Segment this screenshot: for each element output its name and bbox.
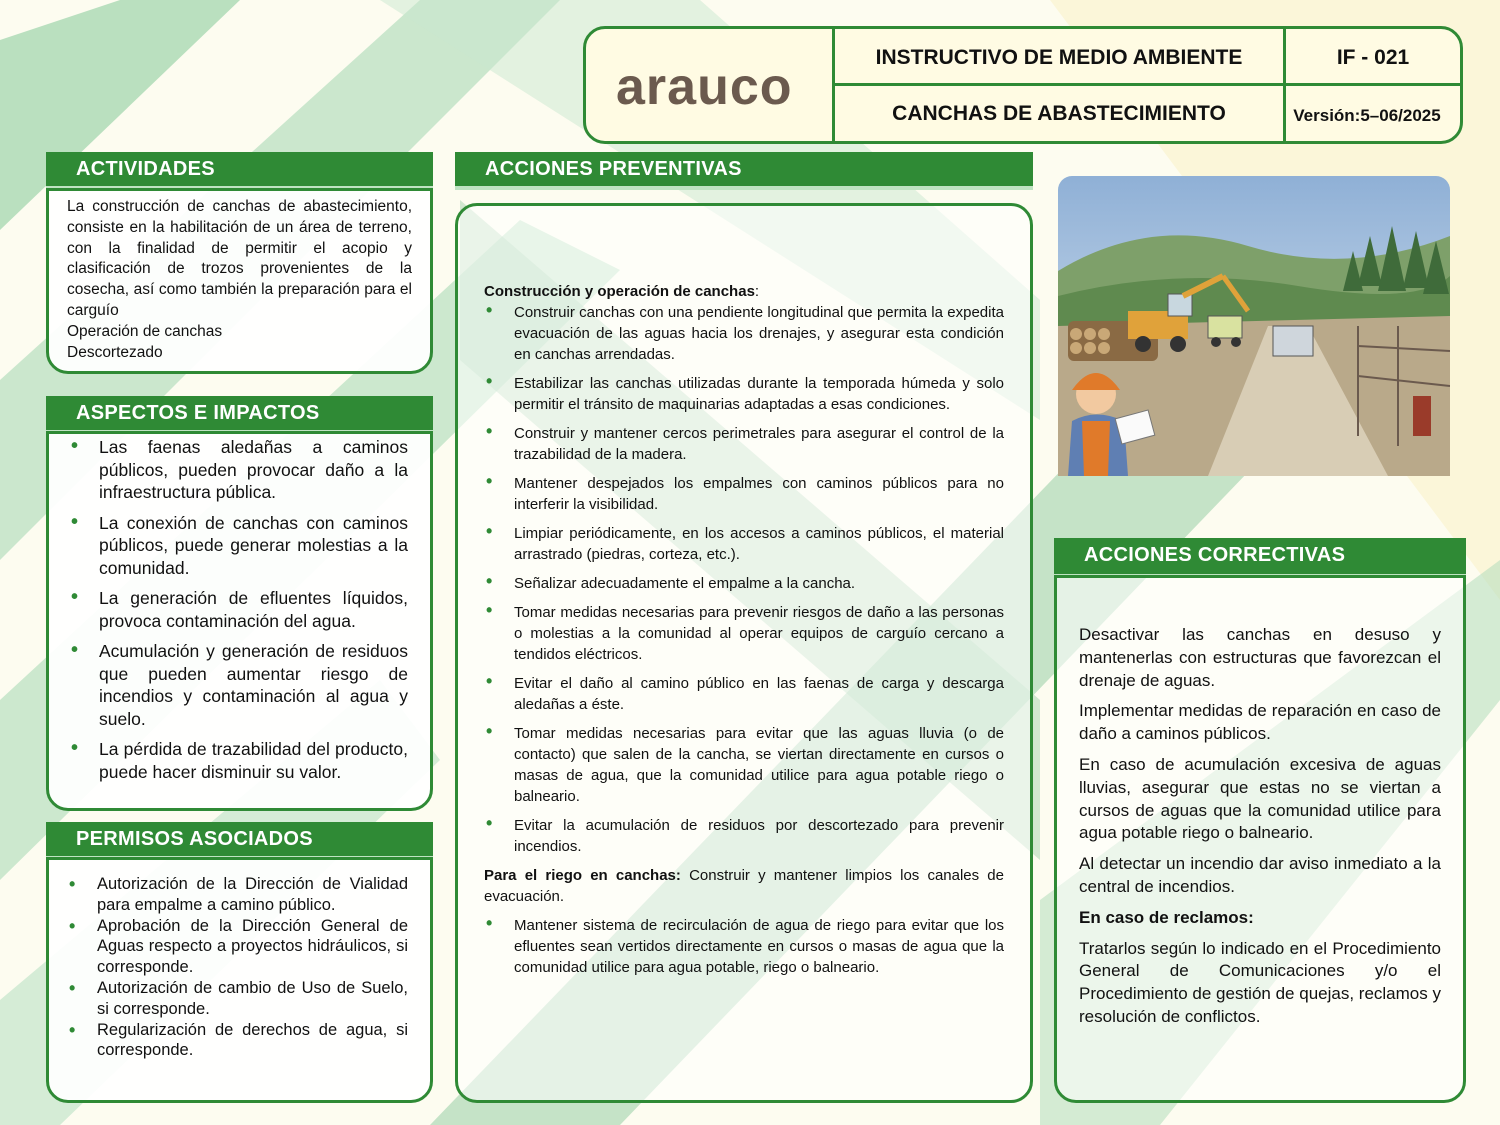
- actividades-item: Descortezado: [67, 343, 163, 361]
- arauco-logo: arauco: [616, 58, 793, 116]
- correctivas-paragraph: Desactivar las canchas en desuso y mantenerlas con estructuras que favorezcan el drenaje de aguas.: [1079, 625, 1441, 690]
- list-item: • Mantener despejados los empalmes con caminos públicos para no interferir la visibilidad.: [484, 473, 1004, 515]
- forestry-yard-illustration: [1058, 176, 1450, 476]
- list-item: • Limpiar periódicamente, en los accesos a caminos públicos, el material arrastrado (piedras, corteza, etc.).: [484, 523, 1004, 565]
- list-item: • Tomar medidas necesarias para evitar que las aguas lluvia (o de contacto) que salen de la cancha, se viertan directamente en cursos o masas de agua, que la comunidad utilice para agua potable riego o balneario.: [484, 723, 1004, 807]
- list-item: • Las faenas aledañas a caminos públicos, pueden provocar daño a la infraestructura pública.: [49, 436, 408, 504]
- actividades-panel: [46, 188, 433, 374]
- aspectos-heading: ASPECTOS E IMPACTOS: [46, 396, 433, 434]
- permisos-heading: PERMISOS ASOCIADOS: [46, 822, 433, 860]
- riego-text: Construir y mantener limpios los canales de evacuación.: [484, 867, 1004, 905]
- correctivas-paragraph: Implementar medidas de reparación en caso de daño a caminos públicos.: [1079, 701, 1441, 744]
- list-item: • La pérdida de trazabilidad del producto, puede hacer disminuir su valor.: [49, 738, 408, 783]
- document-version: Versión:5–06/2025: [1293, 106, 1441, 125]
- actividades-item: Operación de canchas: [67, 322, 223, 340]
- list-item: • Señalizar adecuadamente el empalme a la cancha.: [484, 573, 1004, 594]
- reclamos-text: Tratarlos según lo indicado en el Procedimiento General de Comunicaciones y/o el Procedimiento de gestión de quejas, reclamos y resolución de conflictos.: [1079, 938, 1441, 1026]
- list-item: • Autorización de cambio de Uso de Suelo, si corresponde.: [49, 978, 408, 1020]
- preventivas-panel: [455, 203, 1033, 1103]
- correctivas-panel: [1054, 575, 1466, 1103]
- list-item: • Regularización de derechos de agua, si corresponde.: [49, 1020, 408, 1062]
- preventivas-heading: ACCIONES PREVENTIVAS: [455, 152, 1033, 190]
- list-item: • Estabilizar las canchas utilizadas durante la temporada húmeda y solo permitir el tránsito de maquinarias adaptadas a esas condiciones.: [484, 373, 1004, 415]
- permisos-panel: [46, 857, 433, 1103]
- list-item: • Construir y mantener cercos perimetrales para asegurar el control de la trazabilidad de la madera.: [484, 423, 1004, 465]
- document-subtitle: CANCHAS DE ABASTECIMIENTO: [892, 102, 1226, 125]
- document-header: [583, 26, 1463, 144]
- header-divider: [832, 83, 1463, 86]
- riego-label: Para el riego en canchas:: [484, 867, 681, 884]
- list-item: • Acumulación y generación de residuos que pueden aumentar riesgo de incendios y contaminación al agua y suelo.: [49, 640, 408, 730]
- list-item: • Construir canchas con una pendiente longitudinal que permita la expedita evacuación de las aguas hacia los drenajes, y asegurar esta condición en canchas arrendadas.: [484, 302, 1004, 365]
- document-title: INSTRUCTIVO DE MEDIO AMBIENTE: [875, 46, 1243, 69]
- reclamos-heading: En caso de reclamos:: [1079, 907, 1254, 927]
- actividades-heading: ACTIVIDADES: [46, 152, 433, 190]
- correctivas-paragraph: Al detectar un incendio dar aviso inmediato a la central de incendios.: [1079, 854, 1441, 896]
- aspectos-panel: [46, 431, 433, 811]
- correctivas-heading: ACCIONES CORRECTIVAS: [1054, 538, 1466, 578]
- preventivas-subheading-suffix: :: [754, 283, 760, 300]
- list-item: • Tomar medidas necesarias para prevenir riesgos de daño a las personas o molestias a la comunidad al operar equipos de carguío cercano a tendidos eléctricos.: [484, 602, 1004, 665]
- list-item: • Autorización de la Dirección de Vialidad para empalme a camino público.: [49, 874, 408, 916]
- actividades-description: La construcción de canchas de abastecimiento, consiste en la habilitación de un área de terreno, con la finalidad de permitir el acopio y clasificación de trozos provenientes de la cosecha, así como también la preparación para el carguío: [67, 198, 412, 319]
- list-item: • Aprobación de la Dirección General de Aguas respecto a proyectos hidráulicos, si corresponde.: [49, 916, 408, 978]
- list-item: • Evitar el daño al camino público en las faenas de carga y descarga aledañas a éste.: [484, 673, 1004, 715]
- correctivas-paragraph: En caso de acumulación excesiva de aguas lluvias, asegurar que estas no se viertan a cursos de aguas que la comunidad utilice para agua potable riego o balneario.: [1079, 754, 1441, 843]
- list-item: • La generación de efluentes líquidos, provoca contaminación del agua.: [49, 587, 408, 632]
- list-item: • La conexión de canchas con caminos públicos, puede generar molestias a la comunidad.: [49, 512, 408, 580]
- document-code: IF - 021: [1336, 46, 1410, 69]
- list-item: • Mantener sistema de recirculación de agua de riego para evitar que los efluentes sean vertidos directamente en cursos o masas de agua que la comunidad utilice para agua potable, riego o balneario.: [484, 915, 1004, 978]
- list-item: • Evitar la acumulación de residuos por descortezado para prevenir incendios.: [484, 815, 1004, 857]
- preventivas-subheading: Construcción y operación de canchas: [484, 283, 755, 300]
